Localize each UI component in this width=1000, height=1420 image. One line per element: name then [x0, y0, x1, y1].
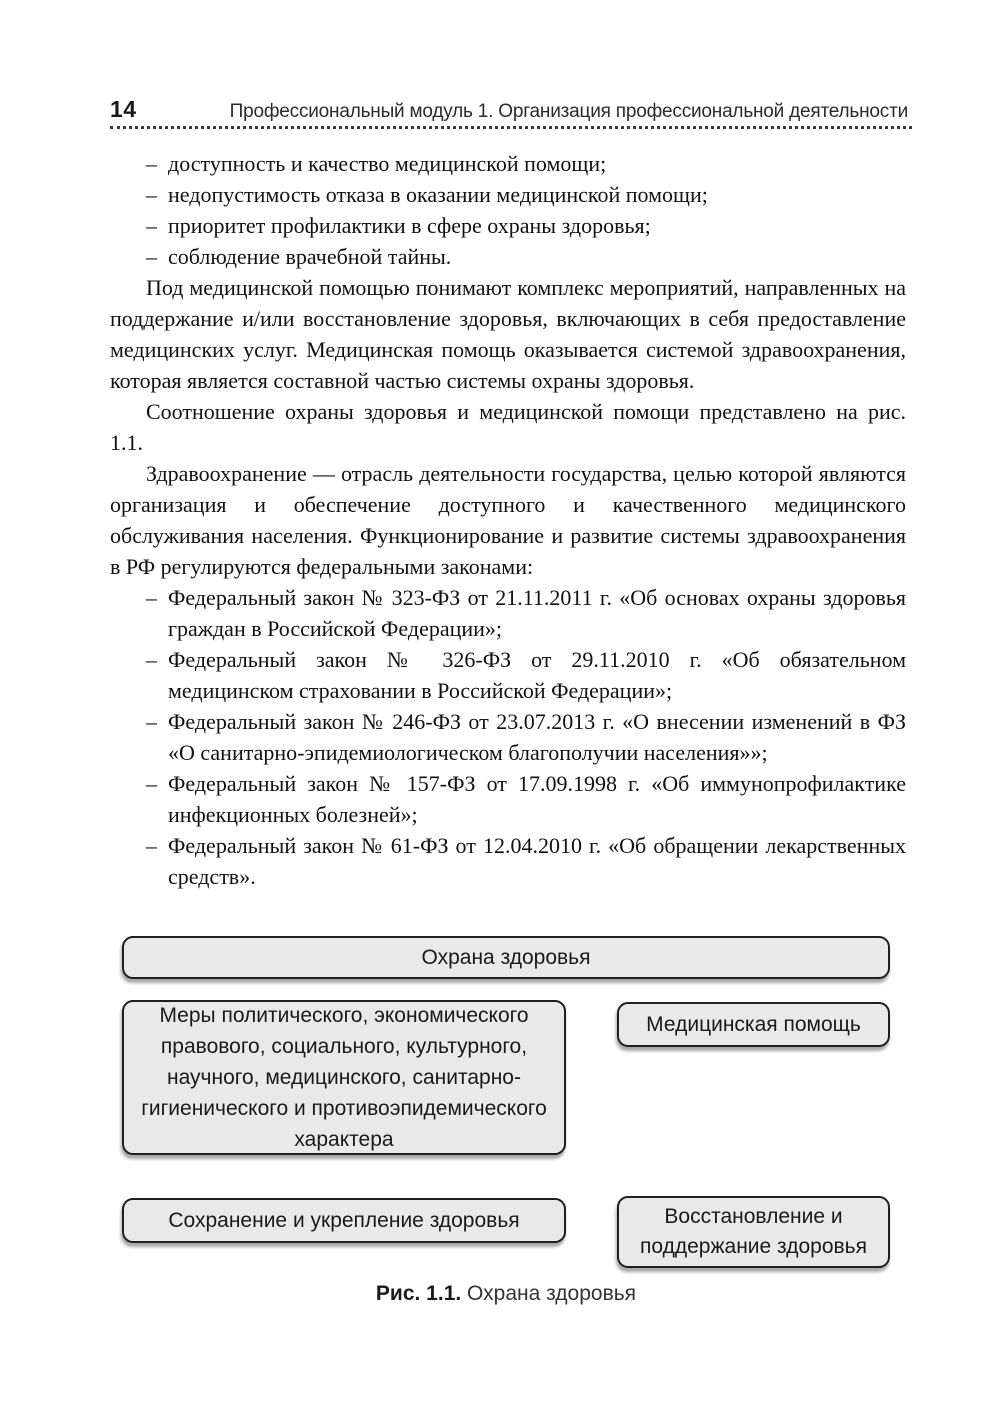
page-number: 14	[110, 96, 137, 122]
list-dash: –	[146, 709, 157, 734]
list-item-text: Федеральный закон № 61-ФЗ от 12.04.2010 г. «Об обращении лекарственных средств».	[168, 833, 906, 889]
dotted-rule	[110, 126, 912, 129]
list-item-text: соблюдение врачебной тайны.	[168, 244, 452, 269]
list-item-text: недопустимость отказа в оказании медицинской помощи;	[168, 182, 708, 207]
figure-box-preservation: Сохранение и укрепление здоровья	[122, 1198, 566, 1243]
body-text	[110, 148, 906, 892]
list-item	[110, 179, 906, 210]
list-item	[110, 210, 906, 241]
paragraph-zdrav: Здравоохранение — отрасль деятельности государства, целью которой являются организация и обеспечение доступного и качественного медицинского обслуживания населения. Функционирование и развитие системы здравоохранения в РФ регулируются федеральными законами:	[110, 461, 906, 579]
list-item-text: приоритет профилактики в сфере охраны здоровья;	[168, 213, 651, 238]
running-head	[110, 96, 908, 123]
list-dash: –	[146, 213, 157, 238]
laws-list	[110, 582, 906, 892]
list-dash: –	[146, 833, 157, 858]
list-item	[110, 830, 906, 892]
list-item	[110, 644, 906, 706]
list-dash: –	[146, 647, 157, 672]
principles-list	[110, 148, 906, 272]
list-dash: –	[146, 585, 157, 610]
figure-box-medical-help: Медицинская помощь	[617, 1002, 890, 1047]
list-dash: –	[146, 244, 157, 269]
list-item-text: Федеральный закон № 157-ФЗ от 17.09.1998 г. «Об иммунопрофилактике инфекционных болезней»;	[168, 771, 906, 827]
figure-box-health-protection: Охрана здоровья	[122, 936, 890, 979]
figure-caption-text: Охрана здоровья	[461, 1282, 637, 1305]
list-item-text: Федеральный закон № 246-ФЗ от 23.07.2013 г. «О внесении изменений в ФЗ «О санитарно-эпидемиологическом благополучии населения»»;	[168, 709, 906, 765]
list-item	[110, 148, 906, 179]
list-item	[110, 241, 906, 272]
figure-1-1	[0, 930, 1000, 1330]
paragraph-medical-help: Под медицинской помощью понимают комплекс мероприятий, направленных на поддержание и/или восстановление здоровья, включающих в себя предоставление медицинских услуг. Медицинская помощь оказывается системой здравоохранения, которая является составной частью системы охраны здоровья.	[110, 275, 906, 393]
figure-box-restoration: Восстановление и поддержание здоровья	[617, 1196, 890, 1268]
list-item	[110, 706, 906, 768]
running-head-title: Профессиональный модуль 1. Организация профессиональной деятельности	[229, 101, 908, 122]
list-item	[110, 582, 906, 644]
list-dash: –	[146, 151, 157, 176]
list-item-text: доступность и качество медицинской помощи;	[168, 151, 607, 176]
list-item-text: Федеральный закон № 323-ФЗ от 21.11.2011 г. «Об основах охраны здоровья граждан в Российской Федерации»;	[168, 585, 906, 641]
list-item-text: Федеральный закон № 326-ФЗ от 29.11.2010 г. «Об обязательном медицинском страховании в Российской Федерации»;	[168, 647, 906, 703]
figure-box-measures: Меры политического, экономического правового, социального, культурного, научного, медицинского, санитарно-гигиенического и противоэпидемического характера	[122, 1000, 566, 1155]
list-dash: –	[146, 771, 157, 796]
list-item	[110, 768, 906, 830]
figure-caption-label: Рис. 1.1.	[375, 1282, 462, 1305]
figure-caption	[122, 1282, 890, 1306]
paragraph-ratio: Соотношение охраны здоровья и медицинской помощи представлено на рис. 1.1.	[110, 399, 906, 455]
list-dash: –	[146, 182, 157, 207]
